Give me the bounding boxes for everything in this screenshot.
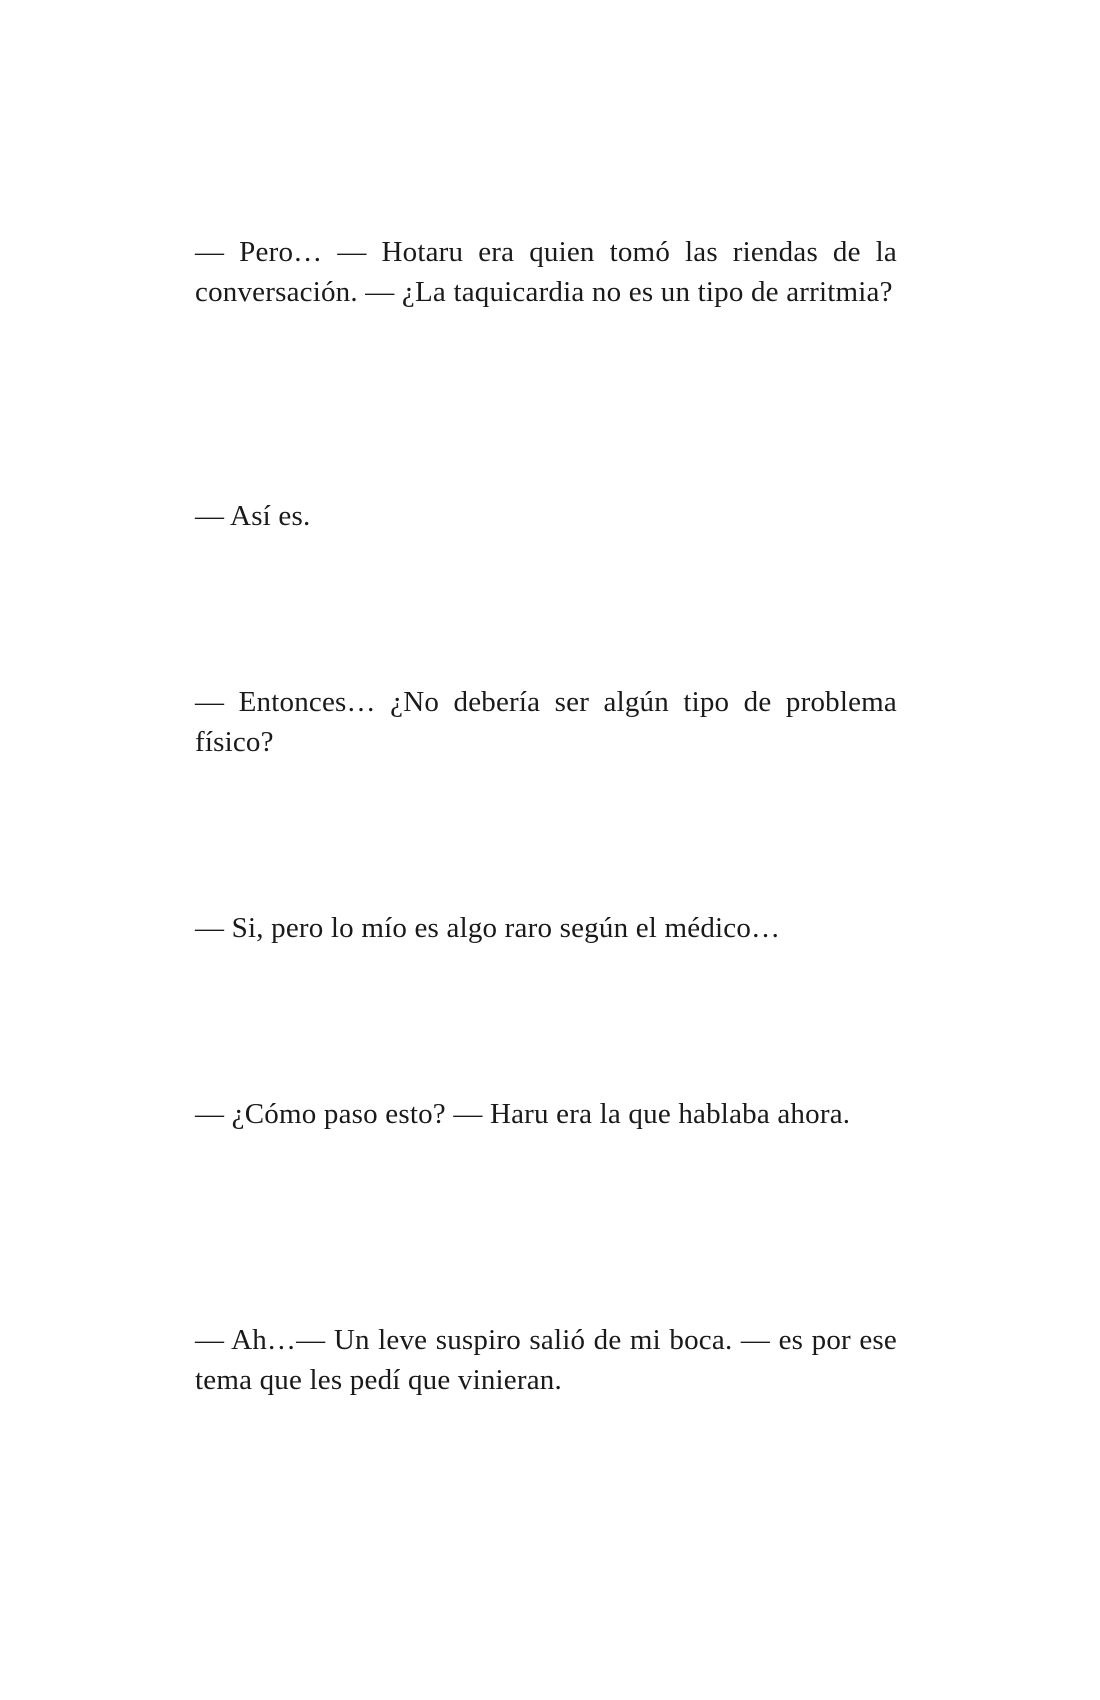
paragraph-5: — ¿Cómo paso esto? — Haru era la que hablaba ahora. <box>195 1098 851 1130</box>
paragraph-4: — Si, pero lo mío es algo raro según el médico… <box>195 912 781 944</box>
paragraph-3: — Entonces… ¿No debería ser algún tipo de problema físico? <box>195 686 897 758</box>
paragraph-6: — Ah…— Un leve suspiro salió de mi boca. — es por ese tema que les pedí que vinieran. <box>195 1324 897 1396</box>
paragraph-2: — Así es. <box>195 500 311 532</box>
paragraph-1: — Pero… — Hotaru era quien tomó las riendas de la conversación. — ¿La taquicardia no es un tipo de arritmia? <box>195 236 897 308</box>
